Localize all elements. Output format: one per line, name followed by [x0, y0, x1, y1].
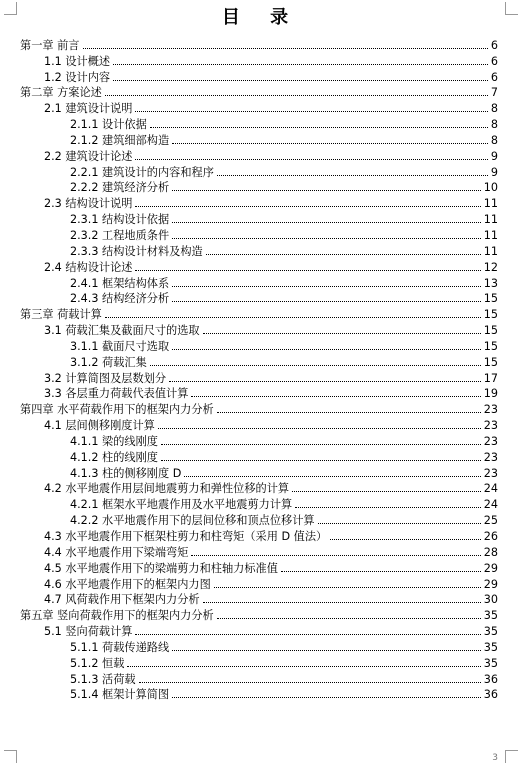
toc-dot-leader — [139, 682, 481, 683]
page-title: 目 录 — [221, 7, 301, 28]
page-number: 3 — [492, 753, 498, 763]
toc-entry-page: 19 — [483, 387, 498, 401]
toc-entry[interactable] — [0, 606, 522, 622]
toc-entry[interactable] — [0, 559, 522, 575]
toc-dot-leader — [206, 254, 481, 255]
toc-entry-label: 3.1.2 荷载汇集 — [70, 355, 147, 369]
toc-entry-page: 35 — [483, 609, 498, 623]
toc-entry-page: 11 — [483, 213, 498, 227]
toc-entry[interactable] — [0, 385, 522, 401]
toc-entry-page: 10 — [483, 181, 498, 195]
toc-entry-label: 2.1 建筑设计说明 — [44, 102, 133, 116]
toc-entry-page: 11 — [483, 197, 498, 211]
toc-entry[interactable] — [0, 670, 522, 686]
toc-entry[interactable] — [0, 131, 522, 147]
toc-entry[interactable] — [0, 210, 522, 226]
toc-entry[interactable] — [0, 353, 522, 369]
toc-entry-page: 9 — [490, 165, 498, 179]
toc-dot-leader — [135, 634, 480, 635]
toc-entry[interactable] — [0, 290, 522, 306]
toc-dot-leader — [127, 666, 480, 667]
toc-entry[interactable] — [0, 432, 522, 448]
toc-dot-leader — [292, 491, 481, 492]
toc-entry-label: 4.1.2 柱的线刚度 — [70, 450, 158, 464]
toc-dot-leader — [184, 476, 480, 477]
toc-entry[interactable] — [0, 179, 522, 195]
toc-dot-leader — [281, 571, 481, 572]
toc-dot-leader — [135, 270, 480, 271]
toc-dot-leader — [172, 143, 488, 144]
toc-entry[interactable] — [0, 36, 522, 52]
toc-entry-label: 2.4.3 结构经济分析 — [70, 292, 170, 306]
toc-entry-label: 3.3 各层重力荷载代表值计算 — [44, 387, 189, 401]
toc-entry-page: 23 — [483, 434, 498, 448]
toc-entry-page: 36 — [483, 688, 498, 702]
toc-entry-page: 15 — [483, 339, 498, 353]
toc-entry-page: 9 — [490, 149, 498, 163]
toc-dot-leader — [172, 349, 481, 350]
toc-entry[interactable] — [0, 163, 522, 179]
toc-dot-leader — [172, 238, 481, 239]
toc-entry[interactable] — [0, 274, 522, 290]
toc-entry-label: 第三章 荷载计算 — [20, 308, 102, 322]
toc-dot-leader — [158, 428, 481, 429]
toc-dot-leader — [172, 650, 481, 651]
toc-dot-leader — [83, 48, 488, 49]
toc-dot-leader — [150, 127, 488, 128]
toc-dot-leader — [203, 333, 481, 334]
toc-entry-label: 4.5 水平地震作用下的梁端剪力和柱轴力标准值 — [44, 561, 278, 575]
toc-entry-label: 1.2 设计内容 — [44, 70, 111, 84]
toc-entry-page: 8 — [490, 118, 498, 132]
toc-entry-page: 28 — [483, 545, 498, 559]
toc-entry-label: 4.7 风荷载作用下框架内力分析 — [44, 593, 200, 607]
toc-entry-page: 24 — [483, 482, 498, 496]
toc-entry-page: 11 — [483, 228, 498, 242]
toc-dot-leader — [191, 396, 480, 397]
toc-dot-leader — [113, 80, 488, 81]
toc-dot-leader — [172, 697, 481, 698]
toc-entry-label: 第一章 前言 — [20, 38, 80, 52]
toc-entry-page: 35 — [483, 625, 498, 639]
toc-entry[interactable] — [0, 226, 522, 242]
toc-entry[interactable] — [0, 464, 522, 480]
toc-entry[interactable] — [0, 369, 522, 385]
table-of-contents — [0, 36, 522, 701]
toc-entry-page: 24 — [483, 498, 498, 512]
toc-dot-leader — [135, 159, 487, 160]
toc-dot-leader — [191, 555, 480, 556]
toc-entry[interactable] — [0, 337, 522, 353]
toc-entry-page: 23 — [483, 403, 498, 417]
toc-dot-leader — [113, 64, 488, 65]
toc-entry-page: 15 — [483, 355, 498, 369]
toc-entry-label: 第四章 水平荷载作用下的框架内力分析 — [20, 403, 214, 417]
toc-entry-label: 4.4 水平地震作用下梁端弯矩 — [44, 545, 189, 559]
toc-entry[interactable] — [0, 147, 522, 163]
toc-entry-label: 2.3 结构设计说明 — [44, 197, 133, 211]
toc-entry[interactable] — [0, 400, 522, 416]
toc-entry[interactable] — [0, 448, 522, 464]
toc-entry-label: 2.2.1 建筑设计的内容和程序 — [70, 165, 214, 179]
toc-entry-page: 12 — [483, 260, 498, 274]
toc-dot-leader — [135, 111, 487, 112]
toc-entry-label: 4.3 水平地震作用下框架柱剪力和柱弯矩（采用 D 值法） — [44, 530, 328, 543]
toc-entry-page: 17 — [483, 371, 498, 385]
toc-entry-label: 4.1.1 梁的线刚度 — [70, 434, 158, 448]
toc-entry-label: 5.1.2 恒载 — [70, 656, 125, 670]
toc-entry[interactable] — [0, 511, 522, 527]
toc-entry[interactable] — [0, 194, 522, 210]
toc-entry[interactable] — [0, 115, 522, 131]
toc-entry-page: 6 — [490, 54, 498, 68]
toc-entry-label: 3.1.1 截面尺寸选取 — [70, 339, 170, 353]
toc-entry-page: 25 — [483, 514, 498, 528]
toc-dot-leader — [169, 381, 481, 382]
toc-dot-leader — [217, 618, 481, 619]
toc-entry-label: 4.1 层间侧移刚度计算 — [44, 419, 155, 433]
toc-dot-leader — [217, 175, 488, 176]
toc-entry-label: 2.3.3 结构设计材料及构造 — [70, 244, 203, 258]
toc-entry[interactable] — [0, 84, 522, 100]
toc-entry-label: 3.2 计算简图及层数划分 — [44, 371, 167, 385]
toc-entry[interactable] — [0, 654, 522, 670]
toc-entry[interactable] — [0, 258, 522, 274]
toc-entry-page: 6 — [490, 38, 498, 52]
crop-mark-bottom-left — [4, 750, 17, 763]
toc-dot-leader — [217, 412, 481, 413]
toc-entry[interactable] — [0, 416, 522, 432]
toc-entry[interactable] — [0, 686, 522, 702]
toc-entry-page: 7 — [490, 86, 498, 100]
toc-entry-label: 2.3.2 工程地质条件 — [70, 228, 170, 242]
toc-entry-label: 5.1.1 荷载传递路线 — [70, 640, 170, 654]
toc-dot-leader — [172, 190, 481, 191]
toc-entry-label: 第二章 方案论述 — [20, 86, 102, 100]
toc-entry-label: 5.1.3 活荷载 — [70, 672, 136, 686]
toc-entry-label: 2.4 结构设计论述 — [44, 260, 133, 274]
toc-entry-page: 15 — [483, 292, 498, 306]
toc-entry[interactable] — [0, 622, 522, 638]
toc-entry[interactable] — [0, 321, 522, 337]
toc-dot-leader — [330, 539, 481, 540]
toc-entry-page: 15 — [483, 308, 498, 322]
toc-entry-label: 2.2 建筑设计论述 — [44, 149, 133, 163]
toc-entry-label: 2.3.1 结构设计依据 — [70, 213, 170, 227]
toc-entry-page: 23 — [483, 419, 498, 433]
toc-entry[interactable] — [0, 495, 522, 511]
toc-entry-label: 2.4.1 框架结构体系 — [70, 276, 170, 290]
toc-dot-leader — [105, 95, 488, 96]
toc-entry-label: 2.2.2 建筑经济分析 — [70, 181, 170, 195]
toc-entry[interactable] — [0, 575, 522, 591]
toc-entry-page: 23 — [483, 466, 498, 480]
toc-dot-leader — [150, 365, 481, 366]
toc-entry-label: 5.1.4 框架计算简图 — [70, 688, 170, 702]
toc-dot-leader — [295, 507, 481, 508]
toc-entry-label: 4.2 水平地震作用层间地震剪力和弹性位移的计算 — [44, 482, 290, 496]
toc-dot-leader — [161, 444, 481, 445]
toc-entry-label: 4.1.3 柱的侧移刚度 D — [70, 466, 182, 480]
toc-dot-leader — [161, 460, 481, 461]
toc-dot-leader — [172, 301, 481, 302]
toc-entry[interactable] — [0, 480, 522, 496]
toc-entry[interactable] — [0, 305, 522, 321]
toc-dot-leader — [214, 587, 481, 588]
toc-entry-label: 4.2.2 水平地震作用下的层间位移和顶点位移计算 — [70, 514, 315, 528]
toc-dot-leader — [318, 523, 481, 524]
toc-dot-leader — [172, 286, 481, 287]
toc-entry-label: 2.1.2 建筑细部构造 — [70, 133, 170, 147]
toc-dot-leader — [135, 206, 480, 207]
toc-entry-page: 26 — [483, 530, 498, 543]
toc-entry[interactable] — [0, 638, 522, 654]
toc-entry-page: 8 — [490, 102, 498, 116]
toc-dot-leader — [203, 602, 481, 603]
toc-entry-page: 15 — [483, 324, 498, 338]
toc-entry-label: 3.1 荷载汇集及截面尺寸的选取 — [44, 324, 200, 338]
toc-dot-leader — [105, 317, 481, 318]
toc-entry[interactable] — [0, 242, 522, 258]
toc-dot-leader — [172, 222, 481, 223]
toc-entry-page: 11 — [483, 244, 498, 258]
crop-mark-bottom-right — [505, 750, 518, 763]
toc-entry[interactable] — [0, 52, 522, 68]
toc-entry-page: 35 — [483, 640, 498, 654]
toc-entry-page: 8 — [490, 133, 498, 147]
toc-entry[interactable] — [0, 99, 522, 115]
toc-entry[interactable] — [0, 68, 522, 84]
toc-entry-page: 6 — [490, 70, 498, 84]
toc-entry-page: 13 — [483, 276, 498, 290]
toc-entry-label: 1.1 设计概述 — [44, 54, 111, 68]
toc-entry[interactable] — [0, 591, 522, 607]
toc-entry[interactable] — [0, 543, 522, 559]
toc-entry-page: 29 — [483, 561, 498, 575]
toc-entry-page: 30 — [483, 593, 498, 607]
toc-entry-page: 23 — [483, 450, 498, 464]
toc-entry-label: 4.2.1 框架水平地震作用及水平地震剪力计算 — [70, 498, 293, 512]
toc-entry-label: 5.1 竖向荷载计算 — [44, 625, 133, 639]
toc-entry-page: 36 — [483, 672, 498, 686]
toc-entry-label: 第五章 竖向荷载作用下的框架内力分析 — [20, 609, 214, 623]
toc-entry-page: 35 — [483, 656, 498, 670]
toc-entry-page: 29 — [483, 577, 498, 591]
toc-entry[interactable] — [0, 527, 522, 543]
toc-entry-label: 2.1.1 设计依据 — [70, 118, 147, 132]
toc-entry-label: 4.6 水平地震作用下的框架内力图 — [44, 577, 211, 591]
